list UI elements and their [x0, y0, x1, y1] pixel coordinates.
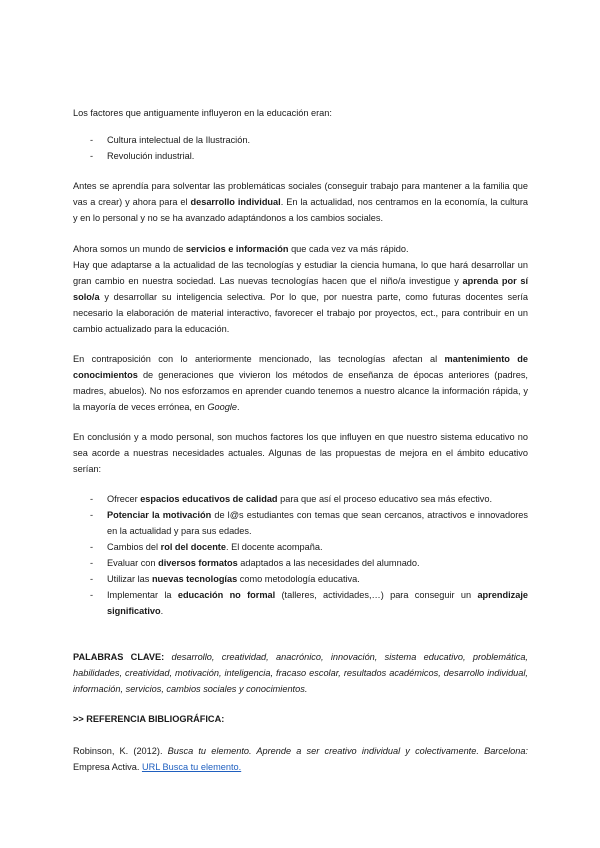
keywords-label: PALABRAS CLAVE: — [73, 652, 165, 662]
bold-term: mantenimiento de conocimientos — [73, 354, 528, 380]
intro-list — [73, 132, 528, 164]
paragraph-services: Ahora somos un mundo de servicios e información que cada vez va más rápido. — [73, 244, 409, 254]
list-item: - Utilizar las nuevas tecnologías como metodología educativa. — [73, 571, 528, 587]
italic-term: Google — [207, 402, 237, 412]
list-item: - Potenciar la motivación de l@s estudiantes con temas que sean cercanos, atractivos e innovadores en la actualidad y para sus edades. — [73, 507, 528, 539]
paragraph-before-after: Antes se aprendía para solventar las problemáticas sociales (conseguir trabajo para mantener a la familia que vas a crear) y ahora para el desarrollo individual. En la actualidad, nos centramos en la economía, la cultura y en lo personal y no se ha avanzado adaptándonos a los cambios sociales. — [73, 181, 529, 223]
list-item: - Cultura intelectual de la Ilustración. — [73, 132, 528, 148]
bold-term: desarrollo individual — [190, 197, 281, 207]
list-item: - Evaluar con diversos formatos adaptados a las necesidades del alumnado. — [73, 555, 528, 571]
paragraph-contrast: En contraposición con lo anteriormente mencionado, las tecnologías afectan al mantenimiento de conocimientos de generaciones que vivieron los métodos de enseñanza de épocas anteriores (padres, madres, abuelos). No nos esforzamos en aprender cuando tenemos a nuestro alcance la información rápida, y la mayoría de veces errónea, en Google. — [73, 354, 528, 412]
reference-entry: Robinson, K. (2012). Busca tu elemento. Aprende a ser creativo individual y colectivamente. Barcelona: Empresa Activa. URL Busca tu elemento. — [73, 746, 528, 772]
bold-term: aprenda por sí solo/a — [73, 276, 529, 302]
intro-text: Los factores que antiguamente influyeron en la educación eran: — [73, 108, 332, 118]
list-item: - Ofrecer espacios educativos de calidad para que así el proceso educativo sea más efectivo. — [73, 491, 528, 507]
list-item: - Revolución industrial. — [73, 148, 528, 164]
paragraph-conclusion: En conclusión y a modo personal, son muchos factores los que influyen en que nuestro sistema educativo no sea acorde a nuestras necesidades actuales. Algunas de las propuestas de mejora en el ámbito educativo serían: — [73, 432, 528, 474]
book-title: Busca tu elemento. Aprende a ser creativo individual y colectivamente. Barcelona: — [167, 746, 528, 756]
proposals-list — [73, 491, 528, 619]
keywords-text: desarrollo, creatividad, anacrónico, innovación, sistema educativo, problemática, habilidades, creatividad, motivación, inteligencia, fracaso escolar, resultados académicos, desarrollo individual, información, servicios, cambios sociales y conocimientos. — [73, 652, 528, 694]
reference-heading: >> REFERENCIA BIBLIOGRÁFICA: — [73, 714, 225, 724]
keywords-paragraph — [73, 649, 528, 697]
document-page — [73, 105, 528, 775]
bold-term: servicios e información — [185, 244, 289, 254]
reference-link[interactable]: URL Busca tu elemento. — [141, 762, 242, 772]
list-item: - Cambios del rol del docente. El docente acompaña. — [73, 539, 528, 555]
list-item: - Implementar la educación no formal (talleres, actividades,…) para conseguir un aprendizaje significativo. — [73, 587, 528, 619]
paragraph-technology: Hay que adaptarse a la actualidad de las tecnologías y estudiar la ciencia humana, lo que hará desarrollar un gran cambio en nuestra sociedad. Las nuevas tecnologías hacen que el niño/a investigue y aprenda por sí solo/a y desarrollar su inteligencia selectiva. Por lo que, por nuestra parte, como futuras docentes sería necesario la elaboración de material interactivo, favorecer el trabajo por proyectos, ect., para contribuir en un cambio actualizado para la educación. — [73, 260, 529, 334]
